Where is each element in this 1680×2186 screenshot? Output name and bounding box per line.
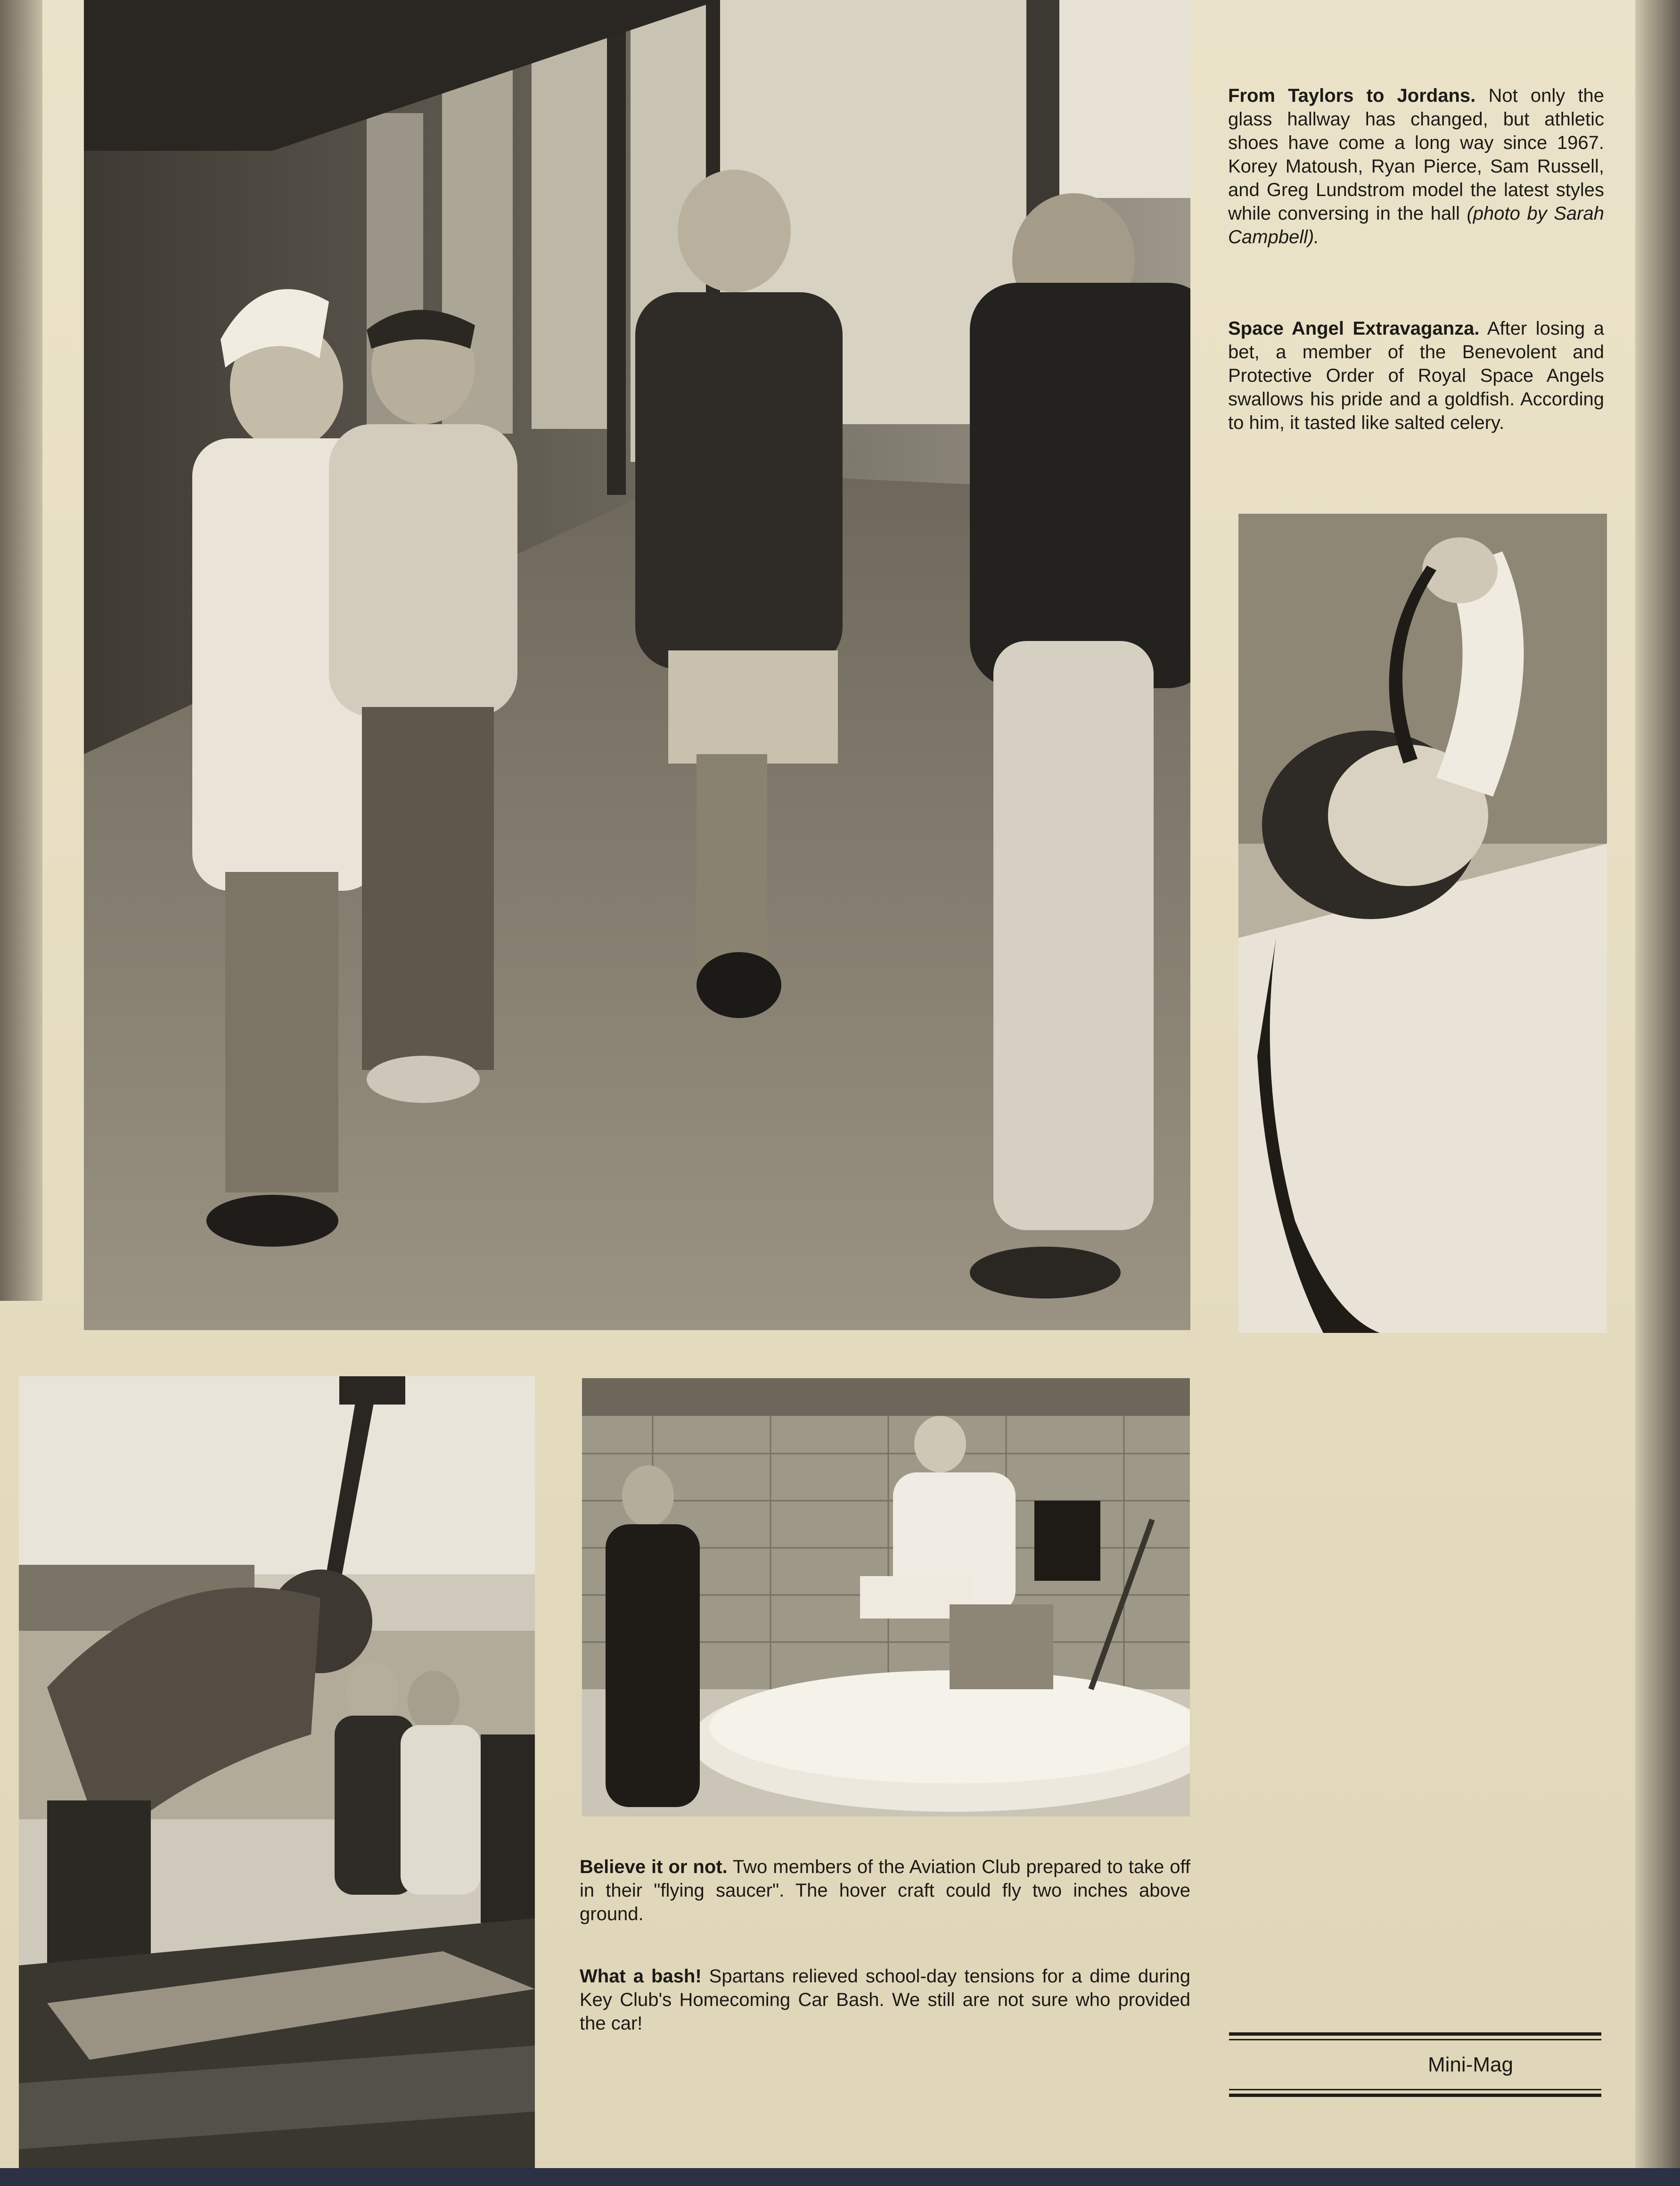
caption-believe-title: Believe it or not.: [580, 1857, 728, 1877]
section-label-mini-mag: Mini-Mag: [1428, 2053, 1513, 2076]
caption-believe-it-or-not: [580, 1855, 1190, 1926]
caption-taylors-body: Not only the glass hallway has changed, but athletic shoes have come a long way since 1967. Korey Matoush, Ryan Pierce, Sam Russell, and Greg Lundstrom model the latest styles while conversing in the hall: [1228, 85, 1604, 224]
footer-rule-bottom-thin: [1229, 2089, 1601, 2090]
page-fold-edge: [1635, 0, 1680, 2186]
footer-rule-bottom-thick: [1229, 2094, 1601, 2097]
goldfish-swallow-photo: [1238, 514, 1607, 1333]
caption-space-angel-body: After losing a bet, a member of the Benevolent and Protective Order of Royal Space Angels swallows his pride and a goldfish. According to him, it tasted like salted celery.: [1228, 318, 1604, 433]
photo-credit: (photo by Sarah Campbell).: [1228, 203, 1604, 247]
flying-saucer-photo: [582, 1378, 1190, 1816]
car-bash-photo: [19, 1376, 535, 2168]
caption-space-angel-title: Space Angel Extravaganza.: [1228, 318, 1480, 339]
caption-bash-body: Spartans relieved school-day tensions for a dime during Key Club's Homecoming Car Bash. We still are not sure who provided the car!: [580, 1966, 1191, 2034]
caption-taylors-title: From Taylors to Jordans.: [1228, 85, 1476, 106]
caption-believe-body: Two members of the Aviation Club prepared to take off in their "flying saucer". The hover craft could fly two inches above ground.: [580, 1857, 1191, 1924]
scan-background-strip: [0, 2168, 1680, 2186]
caption-taylors-to-jordans: [1228, 84, 1604, 249]
footer-rule-top-thick: [1229, 2032, 1601, 2036]
caption-space-angel: [1228, 317, 1604, 435]
hallway-students-photo: [84, 0, 1190, 1330]
footer-rule-top-thin: [1229, 2039, 1601, 2040]
caption-what-a-bash: [580, 1964, 1190, 2035]
left-page-bleed: [0, 0, 42, 1301]
caption-bash-title: What a bash!: [580, 1966, 702, 1987]
